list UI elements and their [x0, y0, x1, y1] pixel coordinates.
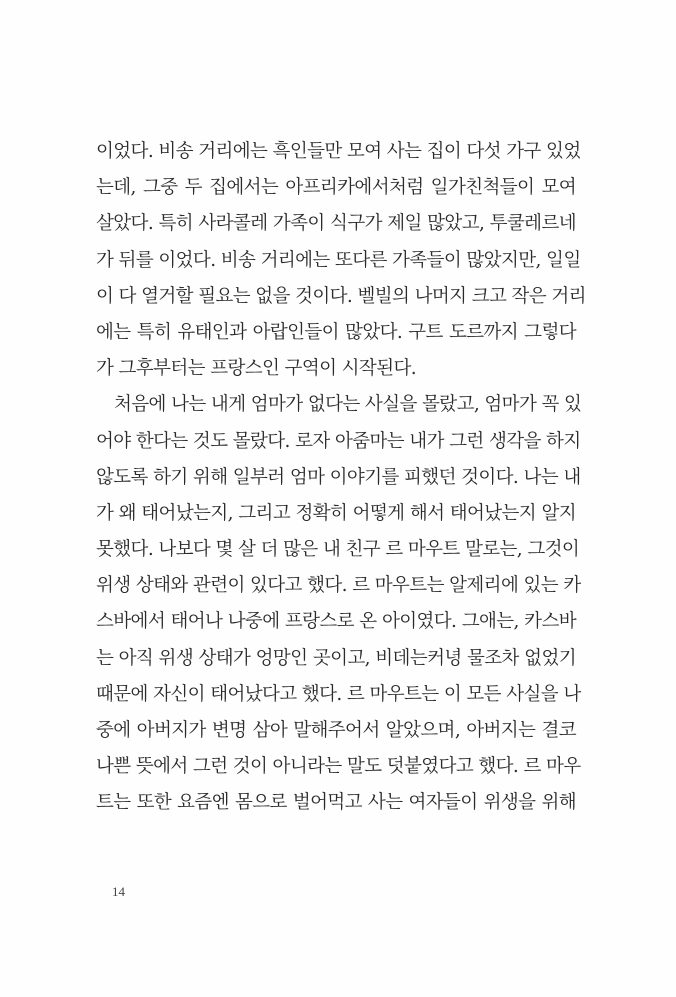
text-line-indented: 처음에 나는 내게 엄마가 없다는 사실을 몰랐고, 엄마가 꼭 있: [114, 394, 582, 416]
text-line: 이었다. 비송 거리에는 흑인들만 모여 사는 집이 다섯 가구 있었: [96, 141, 581, 162]
text-line: 트는 또한 요즘엔 몸으로 벌어먹고 사는 여자들이 위생을 위해: [96, 792, 576, 814]
text-line: 스바에서 태어나 나중에 프랑스로 온 아이였다. 그애는, 카스바: [96, 611, 576, 633]
text-line: 는 아직 위생 상태가 엉망인 곳이고, 비데는커녕 물조차 없었기: [96, 647, 576, 669]
text-line: 에는 특히 유태인과 아랍인들이 많았다. 구트 도르까지 그렇다: [96, 321, 576, 343]
text-line: 못했다. 나보다 몇 살 더 많은 내 친구 르 마우트 말로는, 그것이: [96, 539, 580, 561]
text-line: 가 왜 태어났는지, 그리고 정확히 어떻게 해서 태어났는지 알지: [96, 502, 576, 524]
text-line: 중에 아버지가 변명 삼아 말해주어서 알았으며, 아버지는 결코: [96, 720, 576, 741]
text-line: 이 다 열거할 필요는 없을 것이다. 벨빌의 나머지 크고 작은 거리: [96, 285, 586, 307]
text-line: 위생 상태와 관련이 있다고 했다. 르 마우트는 알제리에 있는 카: [96, 575, 581, 597]
text-line: 가 그후부터는 프랑스인 구역이 시작된다.: [96, 358, 417, 380]
text-line: 가 뒤를 이었다. 비송 거리에는 또다른 가족들이 많았지만, 일일: [96, 249, 581, 271]
text-line: 않도록 하기 위해 일부러 엄마 이야기를 피했던 것이다. 나는 내: [96, 466, 581, 488]
body-text: [96, 134, 586, 822]
text-line: 살았다. 특히 사라콜레 가족이 식구가 제일 많았고, 투쿨레르네: [96, 213, 576, 235]
text-line: 나쁜 뜻에서 그런 것이 아니라는 말도 덧붙였다고 했다. 르 마우: [96, 756, 581, 778]
text-line: 는데, 그중 두 집에서는 아프리카에서처럼 일가친척들이 모여: [96, 177, 576, 199]
page-number: 14: [112, 884, 125, 899]
text-line: 때문에 자신이 태어났다고 했다. 르 마우트는 이 모든 사실을 나: [96, 683, 581, 705]
text-line: 어야 한다는 것도 몰랐다. 로자 아줌마는 내가 그런 생각을 하지: [96, 430, 581, 452]
